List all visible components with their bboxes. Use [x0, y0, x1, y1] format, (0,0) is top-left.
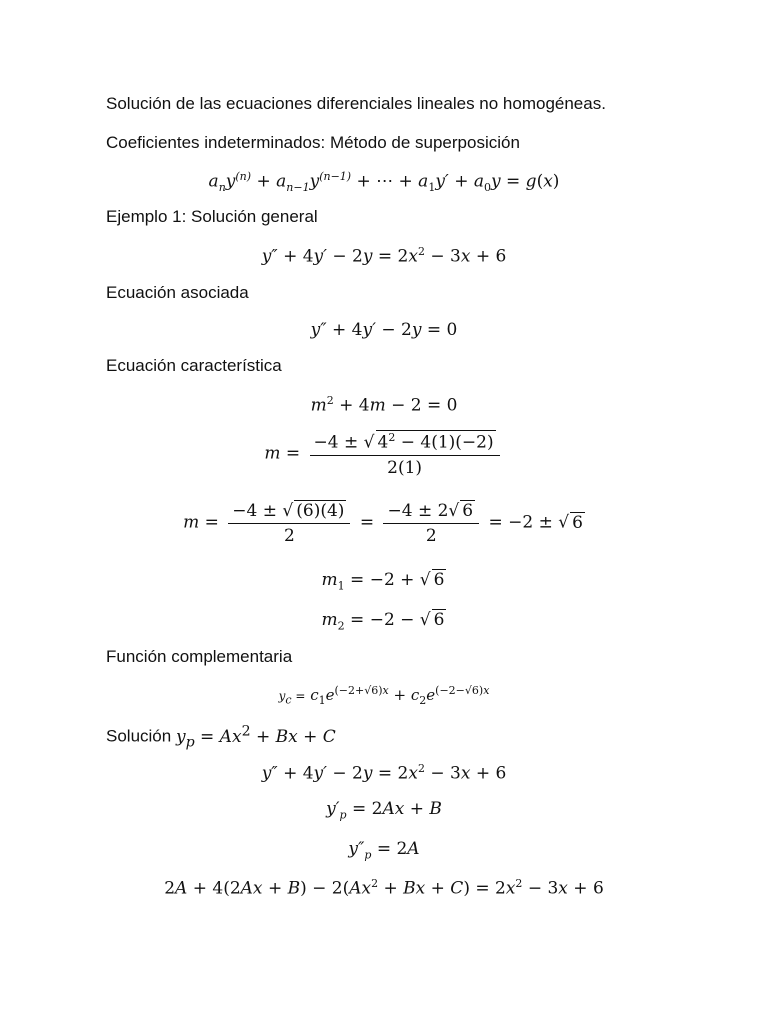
root-m2-equation: $m_2 = -2$ − √ 6: [321, 610, 445, 633]
example-heading: Ejemplo 1: Solución general: [106, 207, 318, 226]
particular-solution-form: $y_p = Ax^2 + Bx + C$: [175, 723, 336, 751]
example-equation: $y'' + 4y' - 2y = 2x^2 - 3x + 6$: [261, 245, 507, 267]
associated-equation: y″ + 4y′ − 2y = 0: [310, 320, 458, 340]
root-m1-equation: $m_1 = -2$ + √ 6: [321, 570, 445, 593]
first-derivative-equation: $y'_p = 2Ax + B$: [326, 799, 442, 822]
second-derivative-equation: $y''_p = 2A$: [348, 839, 420, 862]
particular-solution-line: [106, 723, 336, 750]
characteristic-equation: $m^2 + 4m - 2 = 0$: [310, 394, 458, 416]
complementary-function-equation: $y_c = c_1e^{(-2+√6)x} + c_2e^{(-2-√6)x}$: [278, 684, 490, 707]
example-equation-repeat: $y'' + 4y' - 2y = 2x^2 - 3x + 6$: [261, 762, 507, 784]
method-heading: Coeficientes indeterminados: Método de superposición: [106, 133, 520, 152]
quadratic-formula-equation: m = $\frac{-4 \pm √ 4^2 - 4(1)(-2)}{2(1)}$: [0, 430, 768, 478]
associated-heading: Ecuación asociada: [106, 283, 249, 302]
general-form-equation: $a_ny^{(n)} + a_{n-1}y^{(n-1)}$ + ⋯ + $a_1y' + a_0y = g(x)$: [208, 170, 560, 195]
characteristic-heading: Ecuación característica: [106, 356, 282, 375]
roots-simplification-equation: m = $\frac{-4 \pm √ (6)(4)}{2}$ = $\frac{-4 \pm 2√ 6}{2}$ = −2 ± √ 6: [183, 501, 583, 546]
substitution-equation: $2A + 4(2Ax + B) - 2(Ax^2 + Bx + C) = 2x^2 - 3x + 6$: [164, 877, 604, 899]
document-title: Solución de las ecuaciones diferenciales lineales no homogéneas.: [106, 94, 606, 113]
particular-solution-label: Solución: [106, 726, 172, 746]
complementary-heading: Función complementaria: [106, 647, 293, 666]
